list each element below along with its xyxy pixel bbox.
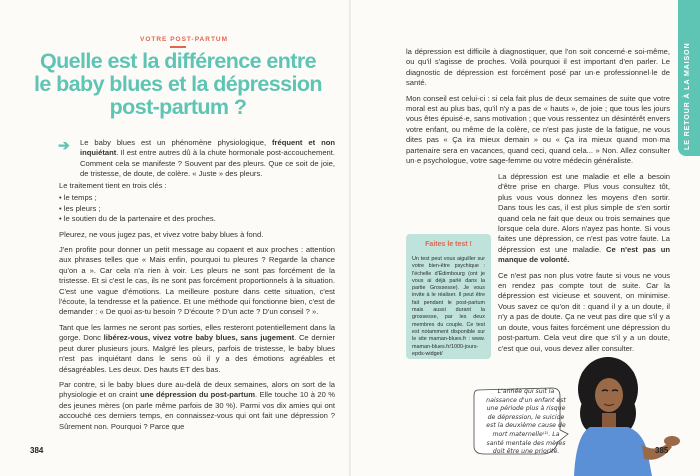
speech-bubble-text: L'année qui suit la naissance d'un enfant est une période plus à risque de dépression, le suicide est la deuxième cause de mort maternelle⁽¹⁾. La santé mentale des mères doit être une priorité.	[486, 388, 566, 456]
page-number-left: 384	[30, 446, 44, 455]
treatment-intro: Le traitement tient en trois clés :	[59, 181, 167, 190]
page-number-right: 385	[655, 446, 669, 455]
diagnosis-paragraph: la dépression est difficile à diagnostiquer, que l'on soit concerné·e soi-même, ou qu'il s'agisse de proches. Voilà pourquoi il est important d'en parler. Le diagnostic de dépression est forcément posé par un·e professionnel·le de santé.	[406, 47, 670, 88]
side-tab	[678, 0, 700, 156]
contrary-paragraph: Par contre, si le baby blues dure au-delà de deux semaines, alors on sort de la physiologie et on craint une dépression du post-partum. Elle touche 10 à 20 % des jeunes mères (on parle même parfois de 30 %). Parmi vos dix amies qui ont accouché ces derniers temps, en connaissez-vous qui ont fait une dépression ? Sûrement non. Pourquoi ? Parce que	[59, 379, 335, 431]
shirt-shape	[574, 427, 652, 476]
section-tag-underline	[170, 46, 186, 48]
page-title: Quelle est la différence entre le baby blues et la dépression post-partum ?	[34, 49, 322, 119]
right-text-column	[498, 172, 670, 359]
main-text-column	[59, 181, 335, 437]
side-tab-label: LE RETOUR À LA MAISON	[682, 42, 691, 150]
list-item: • le soutien du de la partenaire et des proches.	[59, 214, 216, 224]
test-callout-text: Un test peut vous aiguiller sur votre bien-être psychique : l'échelle d'Édimbourg (ont je vous ai déjà parlé dans la partie Grossesse). Je vous invite à le réaliser. Il peut être fait pendant le post-partum mais aussi durant la grossesse, par les deux membres du couple. Ce test est notamment disponible sur le site maman-blues.fr : www. maman-blues.fr/1000-jours-epds-widget/	[412, 256, 485, 357]
test-callout-box	[406, 234, 491, 359]
list-item: • les pleurs ;	[59, 203, 101, 213]
left-page	[0, 0, 349, 476]
fault-paragraph: Ce n'est pas non plus votre faute si vous ne vous en rendez pas compte tout de suite. Car la dépression est vicieuse et souvent, on minimise. Vous savez ce qu'on dit : quand il y a un doute, il n'y a pas de doute. Ça ne veut pas dire que s'il y a un doute, vous faites forcément une dépression du post-partum. Cela veut dire que s'il y a un doute, c'est que oui, vous devez aller consulter.	[498, 270, 670, 353]
tears-paragraph: Tant que les larmes ne seront pas sorties, elles resteront potentiellement dans la gorge. Donc libérez-vous, vivez votre baby blues, sans jugement. Ce dernier peut durer plusieurs jours. Malgré les pleurs, parfois de tristesse, le baby blues n'est pas inquiétant dans le sens où il y a des émotions agréables et désagréables. Les deux. Des hauts ET des bas.	[59, 322, 335, 374]
right-text-top	[406, 47, 670, 171]
hand-shape	[664, 436, 680, 446]
section-tag: VOTRE POST-PARTUM	[140, 36, 229, 43]
advice-paragraph-right: Mon conseil est celui-ci : si cela fait plus de deux semaines de suite que votre moral est au plus bas, qu'il n'y a pas de « hauts », de joie ; que tous les jours vous êtes épuisé·e, sans motivation ; que vous ressentez un désintérêt envers votre enfant, ou même de la colère, ce n'est pas juste de la fatigue, ne vous dites pas « Ça ira mieux demain » ou « Ça ira mieux quand mon·ma partenaire sera en vacances, quand ceci, quand cela... » Non. Allez consulter un·e psychologue, votre sage-femme ou votre médecin généraliste.	[406, 93, 670, 166]
illness-paragraph: La dépression est une maladie et elle a besoin d'être prise en charge. Plus vous consultez tôt, plus vous vous donnez les moyens d'en sortir. Dans tous les cas, il est plus simple de s'en sortir quand cela ne fait que deux ou trois semaines que lorsque cela dure. Alors n'ayez pas honte. Si vous faites une dépression, ce n'est pas votre faute. La dépression est une maladie. Ce n'est pas un manque de volonté.	[498, 172, 670, 265]
test-callout-title: Faites le test !	[425, 241, 472, 248]
woman-illustration	[560, 355, 686, 476]
message-paragraph: J'en profite pour donner un petit message au copaent et aux proches : attention aux phrases telles que « Mais enfin, pourquoi tu pleures ? Regarde la chance qu'on a ». Car cela n'a rien à voir. Les pleurs ne sont pas forcément de la tristesse. Et si c'est le cas, ils ne sont pas forcément proportionnels à la situation. C'est une vague d'émotions. La meilleure posture dans cette situation, c'est l'écoute, la tendresse et la patience. Et une méthode qui fonctionne bien, c'est de demander : « De quoi as-tu besoin ? D'écoute ? D'un acte ? D'un conseil ? ».	[59, 245, 335, 317]
list-item: • le temps ;	[59, 193, 97, 203]
face-shape	[595, 378, 623, 412]
intro-paragraph: Le baby blues est un phénomène physiologique, fréquent et non inquiétant. Il est entre autres dû à la chute hormonale post-accouchement. Comment cela se manifeste ? Souvent par des pleurs. Que ce soit de joie, de tristesse, de doute, de colère. « Juste » des pleurs.	[80, 138, 335, 179]
advice-paragraph: Pleurez, ne vous jugez pas, et vivez votre baby blues à fond.	[59, 229, 264, 239]
arrow-right-icon: ➔	[58, 137, 70, 153]
